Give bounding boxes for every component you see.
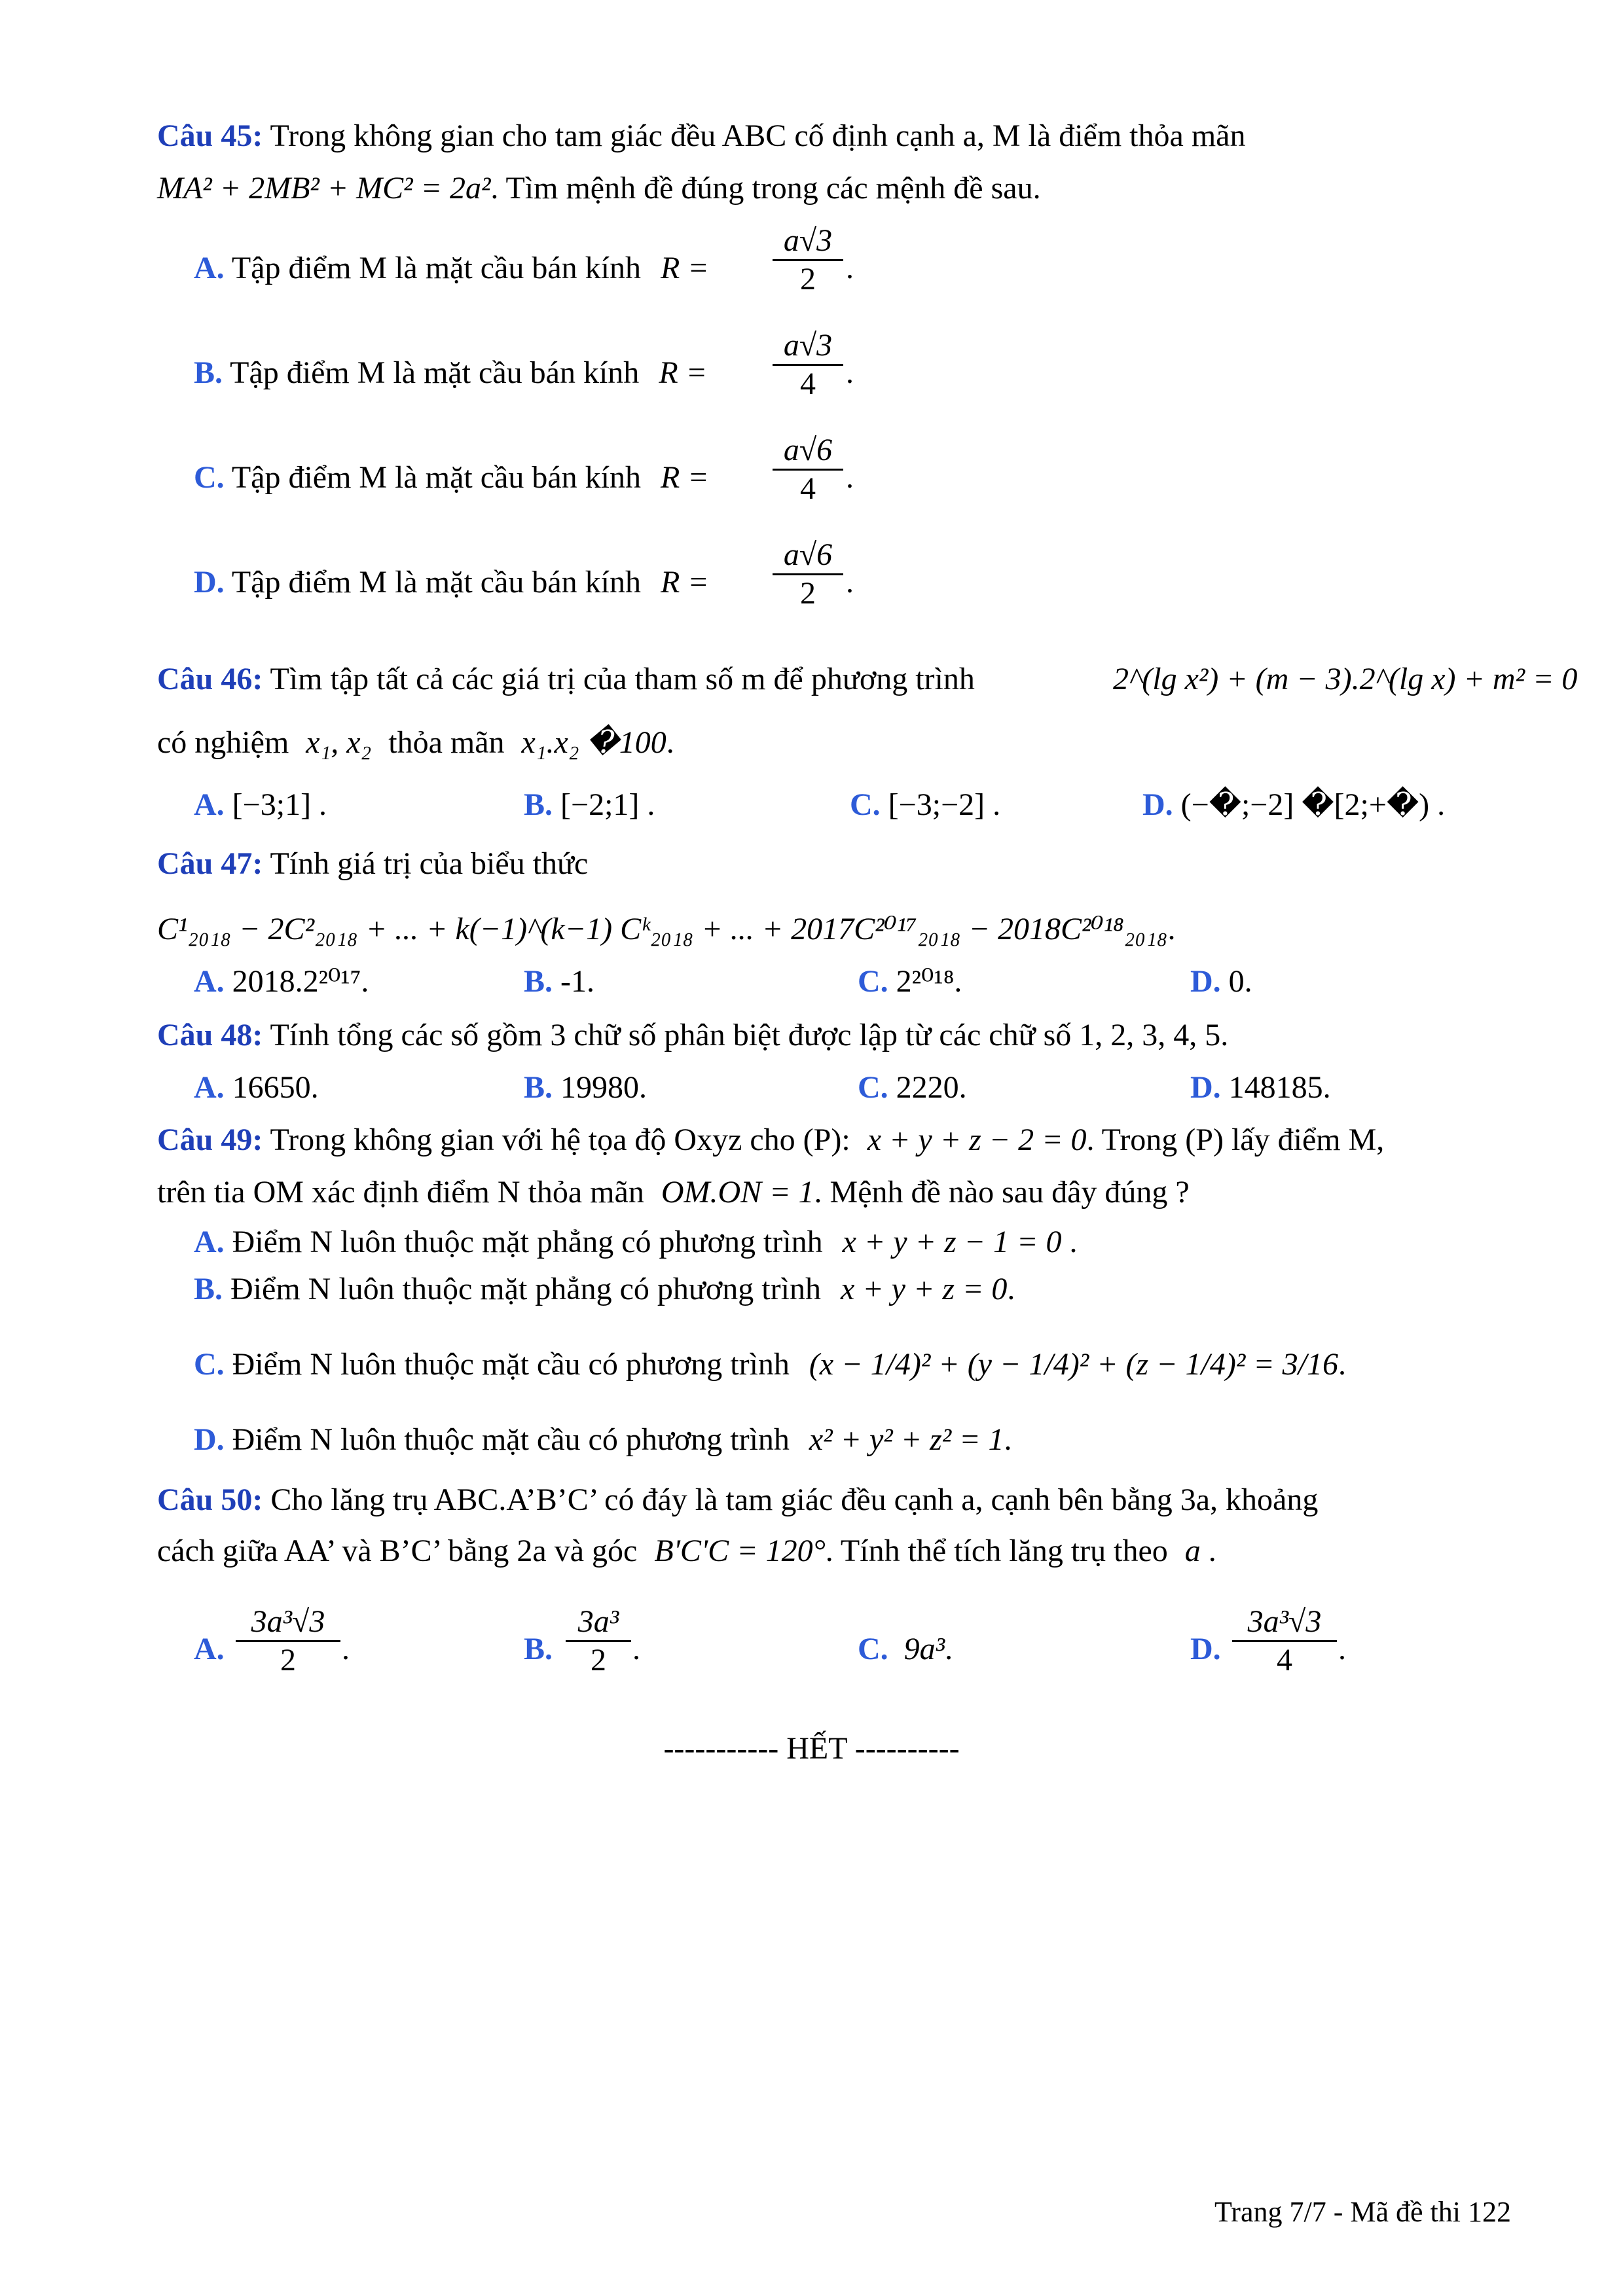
q45-line2 [157,169,1041,208]
q45-option-b-label: B. [194,355,223,390]
q49-option-d-text: Điểm N luôn thuộc mặt cầu có phương trình [232,1422,790,1457]
q45-option-d-num: a√6 [783,537,833,572]
q47-option-b[interactable] [524,962,594,1001]
q46-equation: 2^(lg x²) + (m − 3).2^(lg x) + m² = 0 [1113,662,1578,696]
q50-option-a-fraction [236,1604,340,1679]
q50-line2: cách giữa AA’ và B’C’ bằng 2a và góc B'C'C = 120°. Tính thể tích lăng trụ theo a . [157,1534,1216,1568]
q50-option-d-den: 4 [1277,1643,1292,1677]
q49-text1: Trong không gian với hệ tọa độ Oxyz cho (P): [270,1122,850,1157]
q46-option-c-label: C. [850,787,881,822]
q48-line1 [157,1016,1228,1055]
q48-option-b-label: B. [524,1070,553,1105]
q49-text4: . Mệnh đề nào sau đây đúng ? [814,1175,1190,1210]
q50-text1: Cho lăng trụ ABC.A’B’C’ có đáy là tam giác đều cạnh a, cạnh bên bằng 3a, khoảng [270,1482,1319,1517]
q50-option-c-label: C. [858,1632,888,1666]
q50-option-c[interactable]: C. 9a³. [858,1632,953,1666]
q46-option-d[interactable]: D. (−�;−2] �[2;+�) . [1142,787,1446,822]
q50-option-b-num: 3a³ [577,1604,619,1639]
q46-text3: thỏa mãn [388,725,505,760]
q50-option-b[interactable] [524,1630,553,1669]
q50-var: a [1184,1534,1201,1568]
q47-option-d-text: 0. [1228,964,1252,999]
q49-option-d-eq: x² + y² + z² = 1 [809,1422,1004,1457]
q46-cond: x₁.x₂ �100 [521,725,666,760]
q45-option-c[interactable] [194,458,709,497]
q49-option-b-eq: x + y + z = 0 [840,1272,1008,1306]
q47-expr: C¹₂₀₁₈ − 2C²₂₀₁₈ + ... + k(−1)^(k−1) Cᵏ₂₀₁₈ + ... + 2017C²⁰¹⁷₂₀₁₈ − 2018C²⁰¹⁸₂₀₁₈ [157,912,1168,946]
q48-option-c-label: C. [858,1070,888,1105]
page-footer: Trang 7/7 - Mã đề thi 122 [1214,2196,1511,2228]
q50-text3: . Tính thể tích lăng trụ theo [825,1534,1168,1568]
q48-option-b-text: 19980. [560,1070,647,1105]
q47-option-a-label: A. [194,964,225,999]
q49-text3: trên tia OM xác định điểm N thỏa mãn [157,1175,644,1210]
q48-option-b[interactable] [524,1068,647,1107]
q46-option-d-text: (−�;−2] �[2;+�) [1180,787,1430,822]
q45-label: Câu 45: [157,118,263,153]
q46-option-a[interactable]: A. [−3;1] . [194,787,327,822]
q45-option-d-lhs: R = [660,565,709,600]
q48-option-c-text: 2220. [896,1070,967,1105]
q49-option-d-label: D. [194,1422,225,1457]
q48-option-d[interactable] [1190,1068,1331,1107]
q50-option-a-label: A. [194,1632,225,1666]
q46-label: Câu 46: [157,662,263,696]
q45-option-b-num: a√3 [783,328,833,363]
q50-option-b-fraction [566,1604,631,1679]
q48-option-d-text: 148185. [1228,1070,1331,1105]
q45-option-b[interactable] [194,353,707,393]
q45-option-c-label: C. [194,460,225,495]
q45-option-a-den: 2 [800,262,816,296]
q46-option-b[interactable]: B. [−2;1] . [524,787,655,822]
q47-option-c[interactable] [858,962,962,1001]
q45-condition: MA² + 2MB² + MC² = 2a² [157,171,491,206]
q46-option-b-text: [−2;1] [560,787,640,822]
q48-option-d-label: D. [1190,1070,1221,1105]
period: . [342,1632,350,1666]
q45-line1 [157,117,1510,156]
q49-option-b-label: B. [194,1272,223,1306]
q48-option-a-label: A. [194,1070,225,1105]
q47-expression: C¹₂₀₁₈ − 2C²₂₀₁₈ + ... + k(−1)^(k−1) Cᵏ₂₀₁₈ + ... + 2017C²⁰¹⁷₂₀₁₈ − 2018C²⁰¹⁸₂₀₁₈. [157,912,1176,946]
q47-option-a-text: 2018.2²⁰¹⁷. [232,964,369,999]
period: . [846,251,854,285]
q45-option-b-fraction [773,327,843,403]
q50-option-c-text: 9a³ [903,1632,945,1666]
q45-option-c-den: 4 [800,471,816,506]
q45-option-a-lhs: R = [660,251,709,285]
q49-option-c-text: Điểm N luôn thuộc mặt cầu có phương trình [232,1347,790,1382]
q45-option-d-fraction [773,537,843,612]
q47-option-a[interactable] [194,962,369,1001]
q45-option-a-text: Tập điểm M là mặt cầu bán kính [231,251,641,285]
q46-vars: x₁, x₂ [306,725,372,760]
q45-option-a-fraction [773,223,843,298]
q46-text1: Tìm tập tất cả các giá trị của tham số m để phương trình [270,662,975,696]
q49-option-d[interactable]: D. Điểm N luôn thuộc mặt cầu có phương trình x² + y² + z² = 1. [194,1422,1012,1457]
q47-option-d[interactable] [1190,962,1252,1001]
q45-option-d-text: Tập điểm M là mặt cầu bán kính [231,565,641,600]
q50-option-d-fraction [1232,1604,1337,1679]
q49-option-a-text: Điểm N luôn thuộc mặt phẳng có phương trình [232,1225,823,1259]
q45-option-c-num: a√6 [783,433,833,467]
q45-option-b-den: 4 [800,367,816,401]
q49-option-b[interactable]: B. Điểm N luôn thuộc mặt phẳng có phương trình x + y + z = 0. [194,1272,1015,1306]
q46-option-a-label: A. [194,787,225,822]
q50-angle: B'C'C = 120° [654,1534,826,1568]
q50-option-a-den: 2 [280,1643,296,1677]
q49-option-c-eq: (x − 1/4)² + (y − 1/4)² + (z − 1/4)² = 3/16 [809,1347,1338,1382]
q49-option-c-label: C. [194,1347,225,1382]
period: . [846,565,854,600]
q49-option-c[interactable]: C. Điểm N luôn thuộc mặt cầu có phương trình (x − 1/4)² + (y − 1/4)² + (z − 1/4)² = 3/16. [194,1347,1346,1382]
q50-option-d-num: 3a³√3 [1247,1604,1322,1639]
q46-option-a-text: [−3;1] [232,787,312,822]
q47-option-c-label: C. [858,964,888,999]
q50-text2: cách giữa AA’ và B’C’ bằng 2a và góc [157,1534,638,1568]
q48-label: Câu 48: [157,1018,263,1052]
q49-label: Câu 49: [157,1122,263,1157]
q45-option-b-lhs: R = [659,355,708,390]
q47-option-b-label: B. [524,964,553,999]
q49-plane: x + y + z − 2 = 0 [867,1122,1087,1157]
period: . [1338,1632,1346,1666]
q47-option-b-text: -1. [560,964,594,999]
q49-option-b-text: Điểm N luôn thuộc mặt phẳng có phương trình [230,1272,821,1306]
period: . [846,460,854,495]
q46-line1 [157,660,975,699]
q50-option-b-den: 2 [591,1643,606,1677]
q46-option-c-text: [−3;−2] [888,787,985,822]
q47-option-d-label: D. [1190,964,1221,999]
q47-option-c-text: 2²⁰¹⁸. [896,964,962,999]
q50-line1 [157,1480,1318,1520]
q48-text1: Tính tổng các số gồm 3 chữ số phân biệt được lập từ các chữ số 1, 2, 3, 4, 5. [270,1018,1229,1052]
period: . [846,355,854,390]
q45-option-c-text: Tập điểm M là mặt cầu bán kính [231,460,641,495]
q49-line1 [157,1121,1384,1160]
q47-label: Câu 47: [157,846,263,881]
q49-text2: . Trong (P) lấy điểm M, [1086,1122,1385,1157]
q49-cond: OM.ON = 1 [661,1175,814,1210]
q46-option-c[interactable]: C. [−3;−2] . [850,787,1001,822]
q45-option-a-num: a√3 [783,223,833,258]
q48-option-c[interactable] [858,1068,967,1107]
q46-option-d-label: D. [1142,787,1173,822]
q48-option-a-text: 16650. [232,1070,319,1105]
q45-option-d[interactable] [194,563,709,602]
q45-text1: Trong không gian cho tam giác đều ABC cố định cạnh a, M là điểm thỏa mãn [270,118,1246,153]
q45-option-b-text: Tập điểm M là mặt cầu bán kính [230,355,640,390]
q45-option-d-label: D. [194,565,225,600]
q47-line1 [157,844,588,884]
q46-option-b-label: B. [524,787,553,822]
q48-option-a[interactable] [194,1068,319,1107]
q45-option-d-den: 2 [800,576,816,611]
q50-option-b-label: B. [524,1632,553,1666]
q49-line2 [157,1173,1190,1212]
q46-text2: có nghiệm [157,725,289,760]
q49-option-a-eq: x + y + z − 1 = 0 [842,1225,1062,1259]
q50-option-a-num: 3a³√3 [251,1604,325,1639]
q50-label: Câu 50: [157,1482,263,1517]
q45-option-a[interactable] [194,249,709,288]
q49-option-a-label: A. [194,1225,225,1259]
q50-option-a[interactable] [194,1630,225,1669]
q45-option-c-lhs: R = [660,460,709,495]
end-marker: ----------- HẾT ---------- [663,1731,960,1766]
q47-text1: Tính giá trị của biểu thức [270,846,589,881]
q50-option-d[interactable] [1190,1630,1221,1669]
q45-text2: . Tìm mệnh đề đúng trong các mệnh đề sau. [490,171,1041,206]
q45-option-a-label: A. [194,251,225,285]
q46-line2: có nghiệm x₁, x₂ thỏa mãn x₁.x₂ �100. [157,725,674,760]
q50-option-d-label: D. [1190,1632,1221,1666]
q49-option-a[interactable]: A. Điểm N luôn thuộc mặt phẳng có phương trình x + y + z − 1 = 0 . [194,1225,1078,1259]
period: . [632,1632,640,1666]
q45-option-c-fraction [773,432,843,507]
